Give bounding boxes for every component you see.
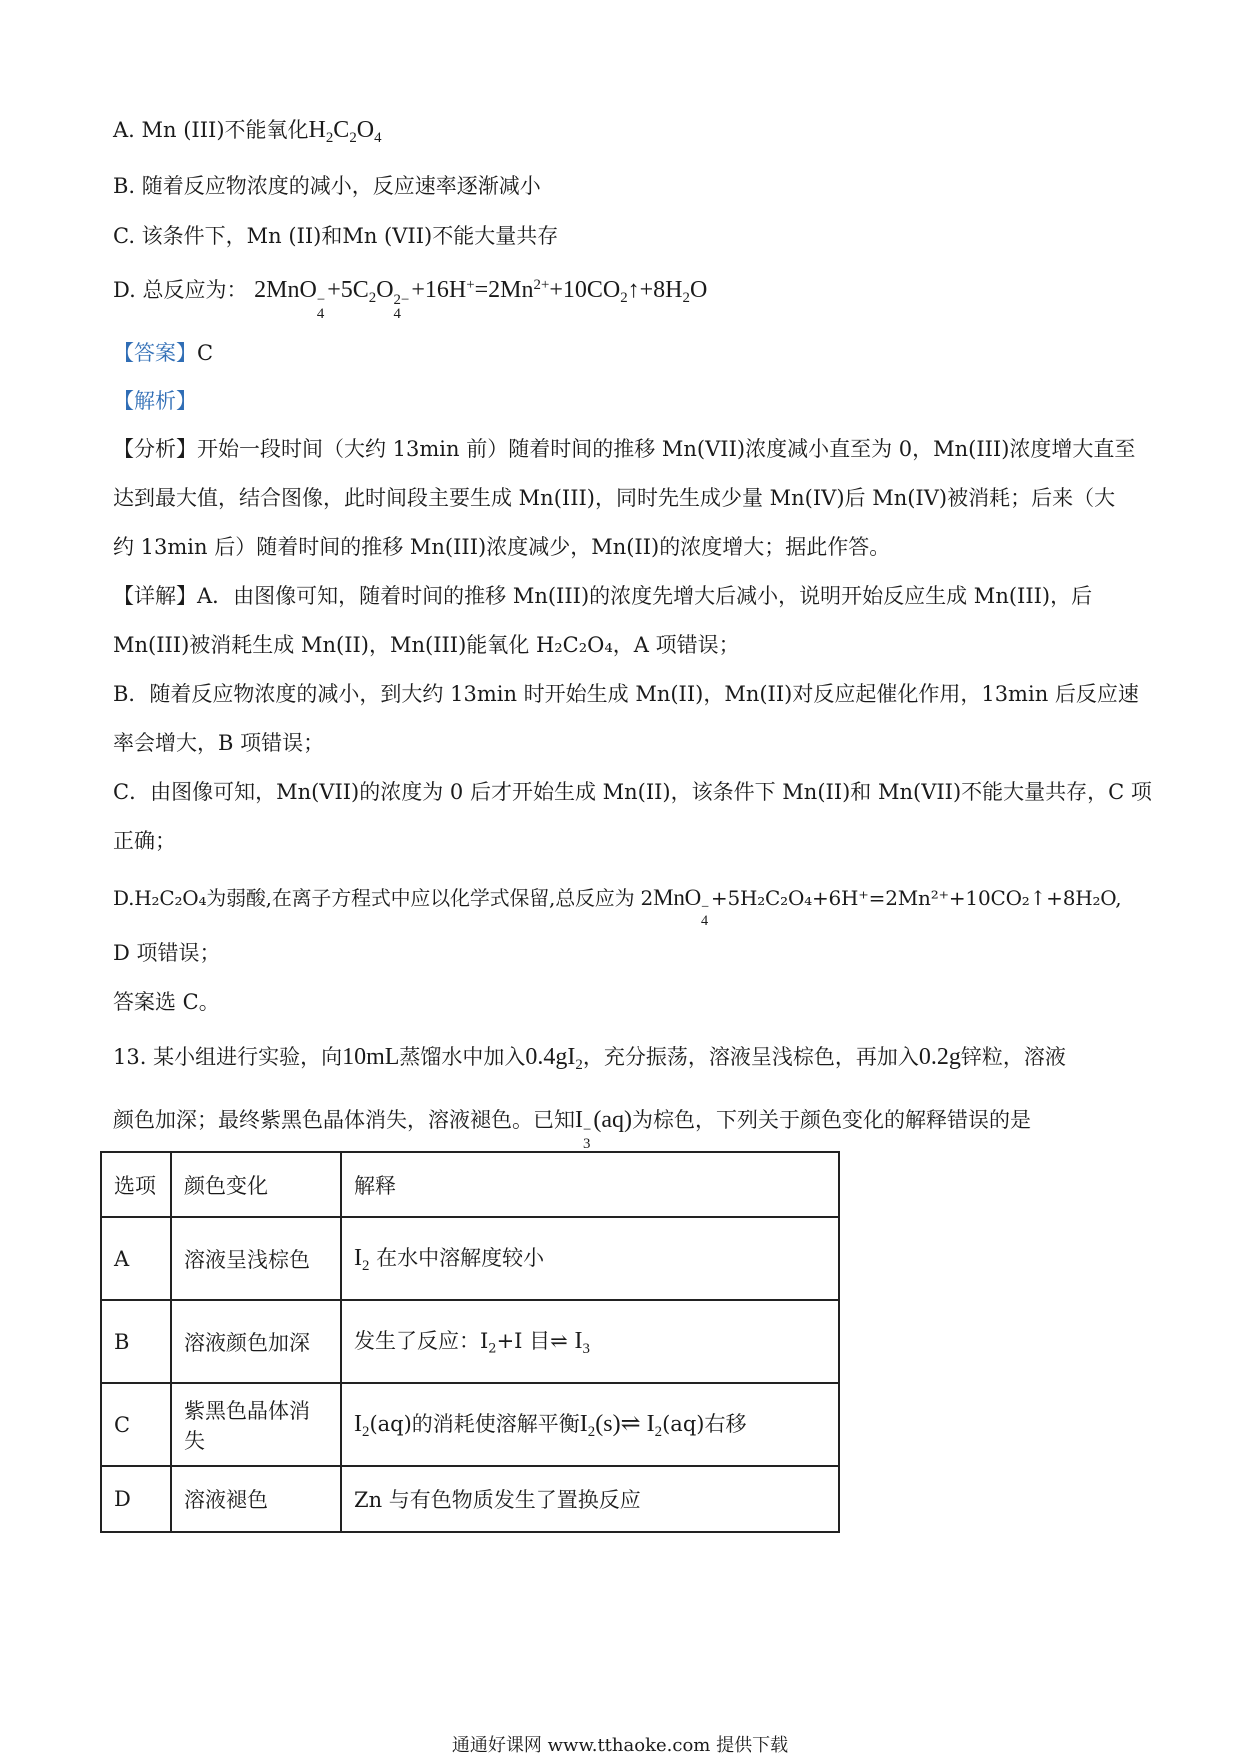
detail-d-text2: +5H₂C₂O₄+6H⁺=2Mn²⁺+10CO₂↑+8H₂O, [710, 886, 1122, 910]
detail-d-text: D.H₂C₂O₄为弱酸,在离子方程式中应以化学式保留,总反应为 2 [113, 886, 654, 910]
question-13-line1: 13. 某小组进行实验，向10mL蒸馏水中加入$0.4gI_2$，充分振荡，溶液呈浅棕色，再加入0.2g锌粒，溶液 [113, 1044, 1066, 1074]
option-a-label: A. [113, 118, 135, 142]
page-footer: 通通好课网 www.tthaoke.com 提供下载 [451, 1735, 789, 1756]
table-row [101, 1466, 839, 1532]
table-header-row [101, 1152, 839, 1217]
question-13-line2: 颜色加深；最终紫黑色晶体消失，溶液褪色。已知I − 3 (aq)为棕色，下列关于颜色变化的解释错误的是 [113, 1107, 1032, 1152]
table-cell-option: B [101, 1300, 171, 1383]
table-row [101, 1217, 839, 1300]
option-d-label: D. 总反应为： [113, 278, 248, 302]
table-cell-explanation: $I_2(aq)$的消耗使溶解平衡$I_2(s)\rightleftharpoons$ $I_2(aq)$右移 [341, 1383, 839, 1466]
detail-line: Mn(III)被消耗生成 Mn(II)，Mn(III)能氧化 H₂C₂O₄，A 项错误； [113, 633, 740, 657]
table-header: 解释 [341, 1152, 839, 1217]
table-cell-change: 溶液颜色加深 [171, 1300, 341, 1383]
option-a-text: Mn (III)不能氧化 [141, 118, 309, 142]
option-d [113, 274, 707, 321]
detail-line: 率会增大，B 项错误； [113, 731, 325, 755]
answer [113, 337, 213, 367]
option-c [113, 220, 558, 250]
analysis-line: 达到最大值，结合图像，此时间段主要生成 Mn(III)，同时先生成少量 Mn(IV)后 Mn(IV)被消耗；后来（大 [113, 486, 1116, 510]
table-row [101, 1383, 839, 1466]
table-cell-option: D [101, 1466, 171, 1532]
option-b: B. 随着反应物浓度的减小，反应速率逐渐减小 [113, 174, 541, 198]
analysis-line: 约 13min 后）随着时间的推移 Mn(III)浓度减少，Mn(II)的浓度增大；据此作答。 [113, 535, 891, 559]
detail-line: D 项错误； [113, 941, 221, 965]
table-cell-explanation: Zn 与有色物质发生了置换反应 [341, 1466, 839, 1532]
detail-line: C．由图像可知，Mn(VII)的浓度为 0 后才开始生成 Mn(II)，该条件下 Mn(II)和 Mn(VII)不能大量共存，C 项 [113, 780, 1152, 804]
table-cell-option: A [101, 1217, 171, 1300]
table-header: 颜色变化 [171, 1152, 341, 1217]
detail-d-mno4: MnO − 4 [653, 885, 709, 929]
detail-line: 正确； [113, 829, 176, 853]
option-a-formula: $H_2C_2O_4$ [308, 117, 382, 147]
table-cell-explanation: $I_2$ 在水中溶解度较小 [341, 1217, 839, 1300]
table-cell-change: 紫黑色晶体消失 [171, 1383, 341, 1466]
detail-line: B．随着反应物浓度的减小，到大约 13min 时开始生成 Mn(II)，Mn(II)对反应起催化作用，13min 后反应速 [113, 682, 1139, 706]
analysis-line: 【分析】开始一段时间（大约 13min 前）随着时间的推移 Mn(VII)浓度减小直至为 0，Mn(III)浓度增大直至 [113, 437, 1136, 461]
table-cell-option: C [101, 1383, 171, 1466]
question-13-table [100, 1151, 840, 1533]
detail-line: 【详解】A．由图像可知，随着时间的推移 Mn(III)的浓度先增大后减小，说明开始反应生成 Mn(III)，后 [113, 584, 1093, 608]
answer-tag: 【答案】 [113, 341, 197, 365]
final-answer: 答案选 C。 [113, 990, 220, 1014]
answer-value: C [197, 341, 214, 365]
option-d-equation: 2MnO − 4 $+5C_2O$ 2− 4 $+16H^+=2Mn^{2+}+10CO_2↑+8H_2O$ [254, 276, 708, 322]
option-a [113, 114, 382, 147]
table-cell-change: 溶液褪色 [171, 1466, 341, 1532]
option-c-text: Mn (II)和Mn (VII)不能大量共存 [246, 224, 559, 248]
detail-line-d [113, 882, 1121, 929]
table-header: 选项 [101, 1152, 171, 1217]
analysis-tag: 【解析】 [113, 389, 197, 413]
option-c-label: C. 该条件下， [113, 224, 247, 248]
table-cell-explanation: 发生了反应：$I_2+I$ 目⇌ $I_3$ [341, 1300, 839, 1383]
table-cell-change: 溶液呈浅棕色 [171, 1217, 341, 1300]
table-row [101, 1300, 839, 1383]
